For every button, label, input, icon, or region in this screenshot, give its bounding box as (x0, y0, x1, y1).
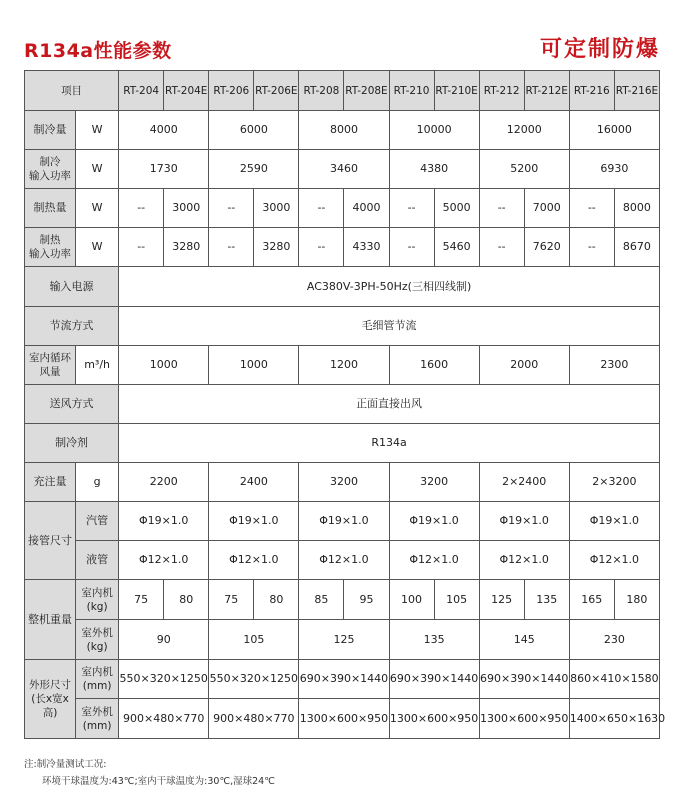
indoor-dimensions-label-line1: 室内机 (81, 666, 113, 678)
cooling-power-value: 4380 (389, 150, 479, 189)
heating-power-value: 3280 (254, 228, 299, 267)
supply-mode-row (25, 385, 660, 424)
charge-value: 2×2400 (479, 463, 569, 502)
heating-value: 5000 (434, 189, 479, 228)
cooling-row (25, 111, 660, 150)
model-header: RT-210 (389, 71, 434, 111)
heating-power-row (25, 228, 660, 267)
airflow-value: 1600 (389, 346, 479, 385)
heating-power-value: -- (569, 228, 614, 267)
model-header: RT-216E (614, 71, 659, 111)
airflow-value: 1000 (119, 346, 209, 385)
header-row (25, 71, 660, 111)
indoor-dimensions-value: 690×390×1440 (299, 660, 389, 699)
heating-power-label-line2: 输入功率 (29, 248, 72, 260)
gas-pipe-value: Φ19×1.0 (479, 502, 569, 541)
indoor-weight-value: 75 (209, 580, 254, 620)
outdoor-dimensions-label (76, 699, 119, 739)
heating-label: 制热量 (25, 189, 76, 228)
heating-value: -- (389, 189, 434, 228)
charge-unit: g (76, 463, 119, 502)
test-conditions-note (24, 756, 275, 790)
outdoor-weight-value: 90 (119, 620, 209, 660)
dimensions-label (25, 660, 76, 739)
airflow-unit: m³/h (76, 346, 119, 385)
pipe-size-label: 接管尺寸 (25, 502, 76, 580)
outdoor-dimensions-value: 1300×600×950 (299, 699, 389, 739)
cooling-power-value: 2590 (209, 150, 299, 189)
outdoor-weight-value: 145 (479, 620, 569, 660)
gas-pipe-value: Φ19×1.0 (209, 502, 299, 541)
liquid-pipe-value: Φ12×1.0 (119, 541, 209, 580)
airflow-label-line1: 室内循环 (29, 352, 72, 364)
indoor-dimensions-label-line2: (mm) (82, 680, 112, 692)
airflow-value: 1200 (299, 346, 389, 385)
model-header: RT-210E (434, 71, 479, 111)
airflow-label (25, 346, 76, 385)
indoor-weight-value: 85 (299, 580, 344, 620)
charge-value: 2400 (209, 463, 299, 502)
indoor-dimensions-row (25, 660, 660, 699)
airflow-row (25, 346, 660, 385)
airflow-value: 2000 (479, 346, 569, 385)
model-header: RT-216 (569, 71, 614, 111)
heating-value: 8000 (614, 189, 659, 228)
weight-label: 整机重量 (25, 580, 76, 660)
indoor-weight-value: 165 (569, 580, 614, 620)
throttling-row (25, 307, 660, 346)
page-title: R134a性能参数 (24, 40, 172, 62)
indoor-weight-value: 80 (164, 580, 209, 620)
throttling-value: 毛细管节流 (119, 307, 660, 346)
cooling-power-value: 1730 (119, 150, 209, 189)
indoor-dimensions-value: 860×410×1580 (569, 660, 659, 699)
cooling-power-label-line2: 输入功率 (29, 170, 72, 182)
outdoor-dimensions-value: 1300×600×950 (389, 699, 479, 739)
outdoor-weight-label (76, 620, 119, 660)
cooling-power-value: 5200 (479, 150, 569, 189)
heating-power-value: -- (119, 228, 164, 267)
charge-label: 充注量 (25, 463, 76, 502)
cooling-power-label-line1: 制冷 (39, 156, 61, 168)
indoor-weight-value: 105 (434, 580, 479, 620)
cooling-power-row (25, 150, 660, 189)
cooling-power-label (25, 150, 76, 189)
supply-mode-label: 送风方式 (25, 385, 119, 424)
heating-power-value: 8670 (614, 228, 659, 267)
note-line-2: 环境干球温度为:43℃;室内干球温度为:30℃,湿球24℃ (42, 776, 275, 787)
heating-power-unit: W (76, 228, 119, 267)
heating-power-label (25, 228, 76, 267)
dimensions-label-line2: (长x宽x高) (31, 693, 69, 719)
model-header: RT-204 (119, 71, 164, 111)
heating-power-value: 7620 (524, 228, 569, 267)
heating-power-value: -- (209, 228, 254, 267)
cooling-power-value: 6930 (569, 150, 659, 189)
heating-value: -- (479, 189, 524, 228)
outdoor-weight-row (25, 620, 660, 660)
cooling-value: 12000 (479, 111, 569, 150)
cooling-value: 8000 (299, 111, 389, 150)
liquid-pipe-value: Φ12×1.0 (389, 541, 479, 580)
indoor-weight-row (25, 580, 660, 620)
model-header: RT-212 (479, 71, 524, 111)
outdoor-dimensions-value: 900×480×770 (209, 699, 299, 739)
outdoor-weight-value: 125 (299, 620, 389, 660)
charge-row (25, 463, 660, 502)
refrigerant-row (25, 424, 660, 463)
refrigerant-label: 制冷剂 (25, 424, 119, 463)
outdoor-weight-label-line2: (kg) (86, 640, 108, 653)
outdoor-weight-value: 135 (389, 620, 479, 660)
cooling-value: 10000 (389, 111, 479, 150)
power-supply-label: 输入电源 (25, 267, 119, 307)
gas-pipe-value: Φ19×1.0 (389, 502, 479, 541)
indoor-weight-label (76, 580, 119, 620)
explosion-proof-tagline: 可定制防爆 (539, 37, 660, 62)
liquid-pipe-label: 液管 (76, 541, 119, 580)
cooling-value: 4000 (119, 111, 209, 150)
outdoor-weight-value: 230 (569, 620, 659, 660)
cooling-value: 6000 (209, 111, 299, 150)
indoor-weight-label-line1: 室内机 (81, 586, 113, 599)
heating-value: 3000 (254, 189, 299, 228)
heating-power-label-line1: 制热 (39, 234, 61, 246)
heating-power-value: -- (389, 228, 434, 267)
note-line-1: 注:制冷量测试工况: (24, 759, 107, 770)
indoor-dimensions-value: 690×390×1440 (479, 660, 569, 699)
airflow-value: 2300 (569, 346, 659, 385)
gas-pipe-value: Φ19×1.0 (119, 502, 209, 541)
indoor-dimensions-value: 550×320×1250 (209, 660, 299, 699)
gas-pipe-value: Φ19×1.0 (299, 502, 389, 541)
outdoor-dimensions-row (25, 699, 660, 739)
cooling-power-unit: W (76, 150, 119, 189)
outdoor-dimensions-value: 1400×650×1630 (569, 699, 659, 739)
indoor-dimensions-value: 550×320×1250 (119, 660, 209, 699)
power-supply-row (25, 267, 660, 307)
indoor-weight-value: 125 (479, 580, 524, 620)
outdoor-dimensions-value: 1300×600×950 (479, 699, 569, 739)
cooling-unit: W (76, 111, 119, 150)
indoor-dimensions-label (76, 660, 119, 699)
cooling-power-value: 3460 (299, 150, 389, 189)
refrigerant-value: R134a (119, 424, 660, 463)
heating-power-value: -- (479, 228, 524, 267)
liquid-pipe-value: Φ12×1.0 (209, 541, 299, 580)
throttling-label: 节流方式 (25, 307, 119, 346)
dimensions-label-line1: 外形尺寸 (29, 679, 72, 691)
heating-value: 3000 (164, 189, 209, 228)
spec-table (24, 70, 666, 739)
model-header: RT-206E (254, 71, 299, 111)
indoor-weight-value: 180 (614, 580, 659, 620)
heating-value: 7000 (524, 189, 569, 228)
liquid-pipe-value: Φ12×1.0 (299, 541, 389, 580)
charge-value: 3200 (389, 463, 479, 502)
model-header: RT-212E (524, 71, 569, 111)
cooling-value: 16000 (569, 111, 659, 150)
heating-value: -- (209, 189, 254, 228)
cooling-label: 制冷量 (25, 111, 76, 150)
liquid-pipe-row (25, 541, 660, 580)
indoor-weight-value: 80 (254, 580, 299, 620)
outdoor-dimensions-label-line2: (mm) (82, 719, 112, 732)
power-supply-value: AC380V-3PH-50Hz(三相四线制) (119, 267, 660, 307)
heating-value: -- (119, 189, 164, 228)
indoor-weight-value: 100 (389, 580, 434, 620)
gas-pipe-value: Φ19×1.0 (569, 502, 659, 541)
charge-value: 2200 (119, 463, 209, 502)
indoor-weight-value: 95 (344, 580, 389, 620)
liquid-pipe-value: Φ12×1.0 (569, 541, 659, 580)
model-header: RT-206 (209, 71, 254, 111)
heating-row (25, 189, 660, 228)
heating-power-value: -- (299, 228, 344, 267)
heating-unit: W (76, 189, 119, 228)
gas-pipe-row (25, 502, 660, 541)
liquid-pipe-value: Φ12×1.0 (479, 541, 569, 580)
outdoor-dimensions-value: 900×480×770 (119, 699, 209, 739)
indoor-dimensions-value: 690×390×1440 (389, 660, 479, 699)
heating-value: 4000 (344, 189, 389, 228)
model-header: RT-204E (164, 71, 209, 111)
outdoor-weight-label-line1: 室外机 (81, 626, 113, 639)
indoor-weight-label-line2: (kg) (86, 600, 108, 613)
heating-value: -- (569, 189, 614, 228)
heating-value: -- (299, 189, 344, 228)
outdoor-dimensions-label-line1: 室外机 (81, 705, 113, 718)
heating-power-value: 4330 (344, 228, 389, 267)
charge-value: 3200 (299, 463, 389, 502)
supply-mode-value: 正面直接出风 (119, 385, 660, 424)
outdoor-weight-value: 105 (209, 620, 299, 660)
model-header: RT-208 (299, 71, 344, 111)
indoor-weight-value: 75 (119, 580, 164, 620)
header-item: 项目 (25, 71, 119, 111)
airflow-value: 1000 (209, 346, 299, 385)
indoor-weight-value: 135 (524, 580, 569, 620)
heating-power-value: 5460 (434, 228, 479, 267)
heating-power-value: 3280 (164, 228, 209, 267)
gas-pipe-label: 汽管 (76, 502, 119, 541)
charge-value: 2×3200 (569, 463, 659, 502)
model-header: RT-208E (344, 71, 389, 111)
airflow-label-line2: 风量 (39, 366, 61, 378)
